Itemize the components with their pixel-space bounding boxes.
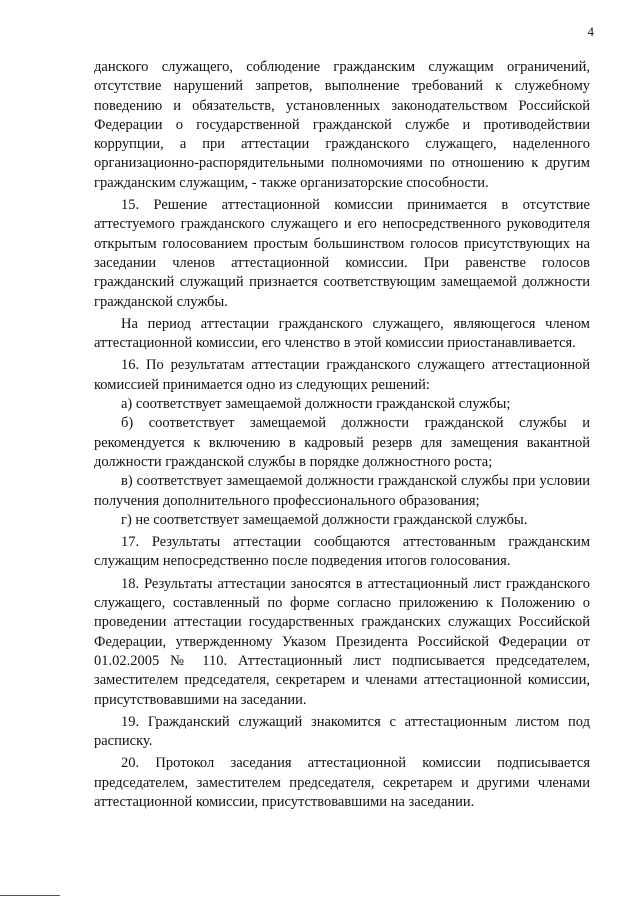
footer-rule	[0, 895, 60, 896]
paragraph-16-d: г) не соответствует замещаемой должности гражданской службы.	[121, 511, 528, 528]
paragraph-20: 20. Протокол заседания аттестационной комиссии подписывается председателем, заместителем председателя, секретарем и другими членами аттестационной комиссии, присутствовавшими на заседании.	[94, 755, 590, 810]
page-number: 4	[587, 24, 594, 39]
document-body	[94, 58, 590, 815]
paragraph-15: 15. Решение аттестационной комиссии принимается в отсутствие аттестуемого гражданского служащего и его непосредственного руководителя открытым голосованием простым большинством голосов присутствующих на заседании членов аттестационной комиссии. При равенстве голосов гражданский служащий признается соответствующим замещаемой должности гражданской службы.	[94, 197, 590, 310]
paragraph-15-membership: На период аттестации гражданского служащего, являющегося членом аттестационной комиссии, его членство в этой комиссии приостанавливается.	[94, 315, 590, 352]
paragraph-17: 17. Результаты аттестации сообщаются аттестованным гражданским служащим непосредственно после подведения итогов голосования.	[94, 534, 590, 570]
paragraph-19: 19. Гражданский служащий знакомится с аттестационным листом под расписку.	[94, 713, 590, 750]
paragraph-16-a: а) соответствует замещаемой должности гражданской службы;	[121, 396, 511, 413]
paragraph-16-b: б) соответствует замещаемой должности гражданской службы и рекомендуется к включению в кадровый резерв для замещения вакантной должности гражданской службы в порядке должностного роста;	[94, 415, 590, 470]
paragraph-18: 18. Результаты аттестации заносятся в аттестационный лист гражданского служащего, составленный по форме согласно приложению к Положению о проведении аттестации государственных гражданских служащих Российской Федерации, утвержденному Указом Президента Российской Федерации от 01.02.2005 № 110. Аттестационный лист подписывается председателем, заместителем председателя, секретарем и членами аттестационной комиссии, присутствовавшими на заседании.	[94, 575, 590, 708]
paragraph-16: 16. По результатам аттестации гражданского служащего аттестационной комиссией принимается одно из следующих решений:	[94, 357, 590, 393]
paragraph-16-c: в) соответствует замещаемой должности гражданской службы при условии получения дополнительного профессионального образования;	[94, 473, 590, 509]
paragraph-continuation: данского служащего, соблюдение гражданским служащим ограничений, отсутствие нарушений запретов, выполнение требований к служебному поведению и обязательств, установленных законодательством Российской Федерации о государственной гражданской службе и противодействии коррупции, а при аттестации гражданского служащего, наделенного организационно-распорядительными полномочиями по отношению к другим гражданским служащим, - также организаторские способности.	[94, 59, 590, 191]
